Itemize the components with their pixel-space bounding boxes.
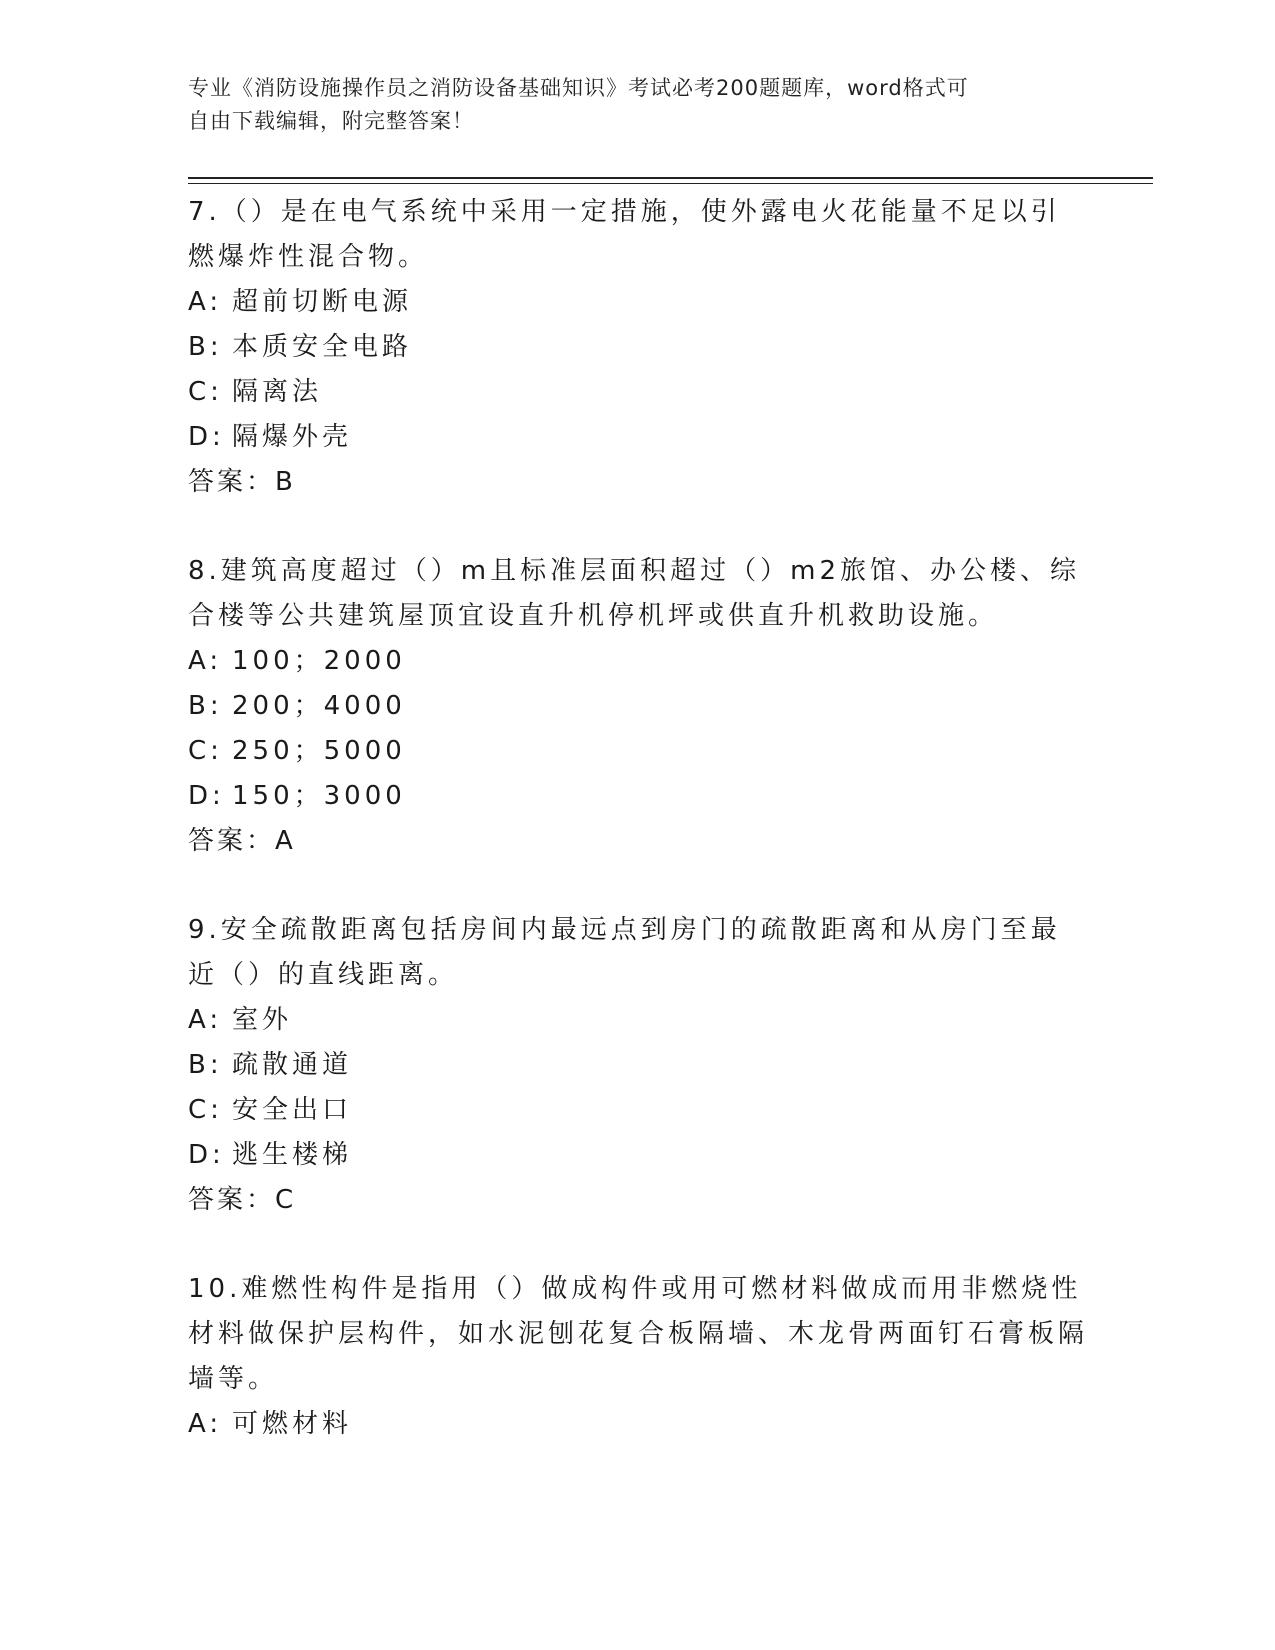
option-text: 可燃材料: [232, 1409, 353, 1439]
option-text: 超前切断电源: [232, 287, 413, 317]
option-text: 100；2000: [232, 646, 406, 676]
option-a: [188, 280, 1088, 325]
option-c: [188, 729, 1088, 774]
option-key: C:: [188, 1095, 223, 1125]
question-text: 9.安全疏散距离包括房间内最远点到房门的疏散距离和从房门至最近（）的直线距离。: [188, 915, 1061, 990]
question-item: [188, 549, 1088, 864]
option-key: D:: [188, 781, 225, 811]
option-b: [188, 684, 1088, 729]
header-divider-thick: [188, 177, 1153, 179]
answer-line: [188, 460, 1088, 505]
question-text: 8.建筑高度超过（）m且标准层面积超过（）m2旅馆、办公楼、综合楼等公共建筑屋顶宜设直升机停机坪或供直升机救助设施。: [188, 556, 1081, 631]
option-a: [188, 639, 1088, 684]
option-text: 室外: [232, 1005, 293, 1035]
question-text: 10.难燃性构件是指用（）做成构件或用可燃材料做成而用非燃烧性材料做保护层构件，如水泥刨花复合板隔墙、木龙骨两面钉石膏板隔墙等。: [188, 1274, 1089, 1394]
header-divider-thin: [188, 183, 1153, 184]
question-item: [188, 908, 1088, 1223]
option-text: 本质安全电路: [232, 332, 413, 362]
option-key: A:: [188, 1409, 223, 1439]
header-line-1: 专业《消防设施操作员之消防设备基础知识》考试必考200题题库，word格式可: [188, 76, 969, 100]
document-header: [188, 72, 1068, 138]
option-key: B:: [188, 691, 223, 721]
option-text: 隔爆外壳: [232, 422, 353, 452]
option-d: [188, 1133, 1088, 1178]
option-key: B:: [188, 1050, 223, 1080]
option-key: C:: [188, 736, 223, 766]
answer-line: [188, 1178, 1088, 1223]
option-key: A:: [188, 646, 223, 676]
option-c: [188, 1088, 1088, 1133]
option-a: [188, 1402, 1088, 1447]
question-item: [188, 1267, 1088, 1447]
answer-label: 答案：: [188, 1185, 276, 1215]
option-d: [188, 774, 1088, 819]
option-c: [188, 370, 1088, 415]
option-key: A:: [188, 287, 223, 317]
option-b: [188, 325, 1088, 370]
option-key: C:: [188, 377, 223, 407]
option-a: [188, 998, 1088, 1043]
question-list: [188, 190, 1088, 1491]
answer-label: 答案：: [188, 826, 276, 856]
option-key: A:: [188, 1005, 223, 1035]
question-text: 7.（）是在电气系统中采用一定措施，使外露电火花能量不足以引燃爆炸性混合物。: [188, 197, 1061, 272]
option-d: [188, 415, 1088, 460]
option-key: D:: [188, 422, 225, 452]
option-text: 安全出口: [232, 1095, 353, 1125]
answer-value: B: [275, 467, 295, 497]
answer-value: A: [275, 826, 295, 856]
option-text: 逃生楼梯: [232, 1140, 353, 1170]
option-key: D:: [188, 1140, 225, 1170]
header-line-2: 自由下载编辑，附完整答案！: [188, 109, 474, 133]
answer-line: [188, 819, 1088, 864]
option-text: 250；5000: [232, 736, 406, 766]
option-text: 150；3000: [232, 781, 406, 811]
option-b: [188, 1043, 1088, 1088]
question-item: [188, 190, 1088, 505]
option-text: 疏散通道: [232, 1050, 353, 1080]
option-text: 200；4000: [232, 691, 406, 721]
option-text: 隔离法: [232, 377, 323, 407]
answer-value: C: [275, 1185, 296, 1215]
option-key: B:: [188, 332, 223, 362]
answer-label: 答案：: [188, 467, 276, 497]
